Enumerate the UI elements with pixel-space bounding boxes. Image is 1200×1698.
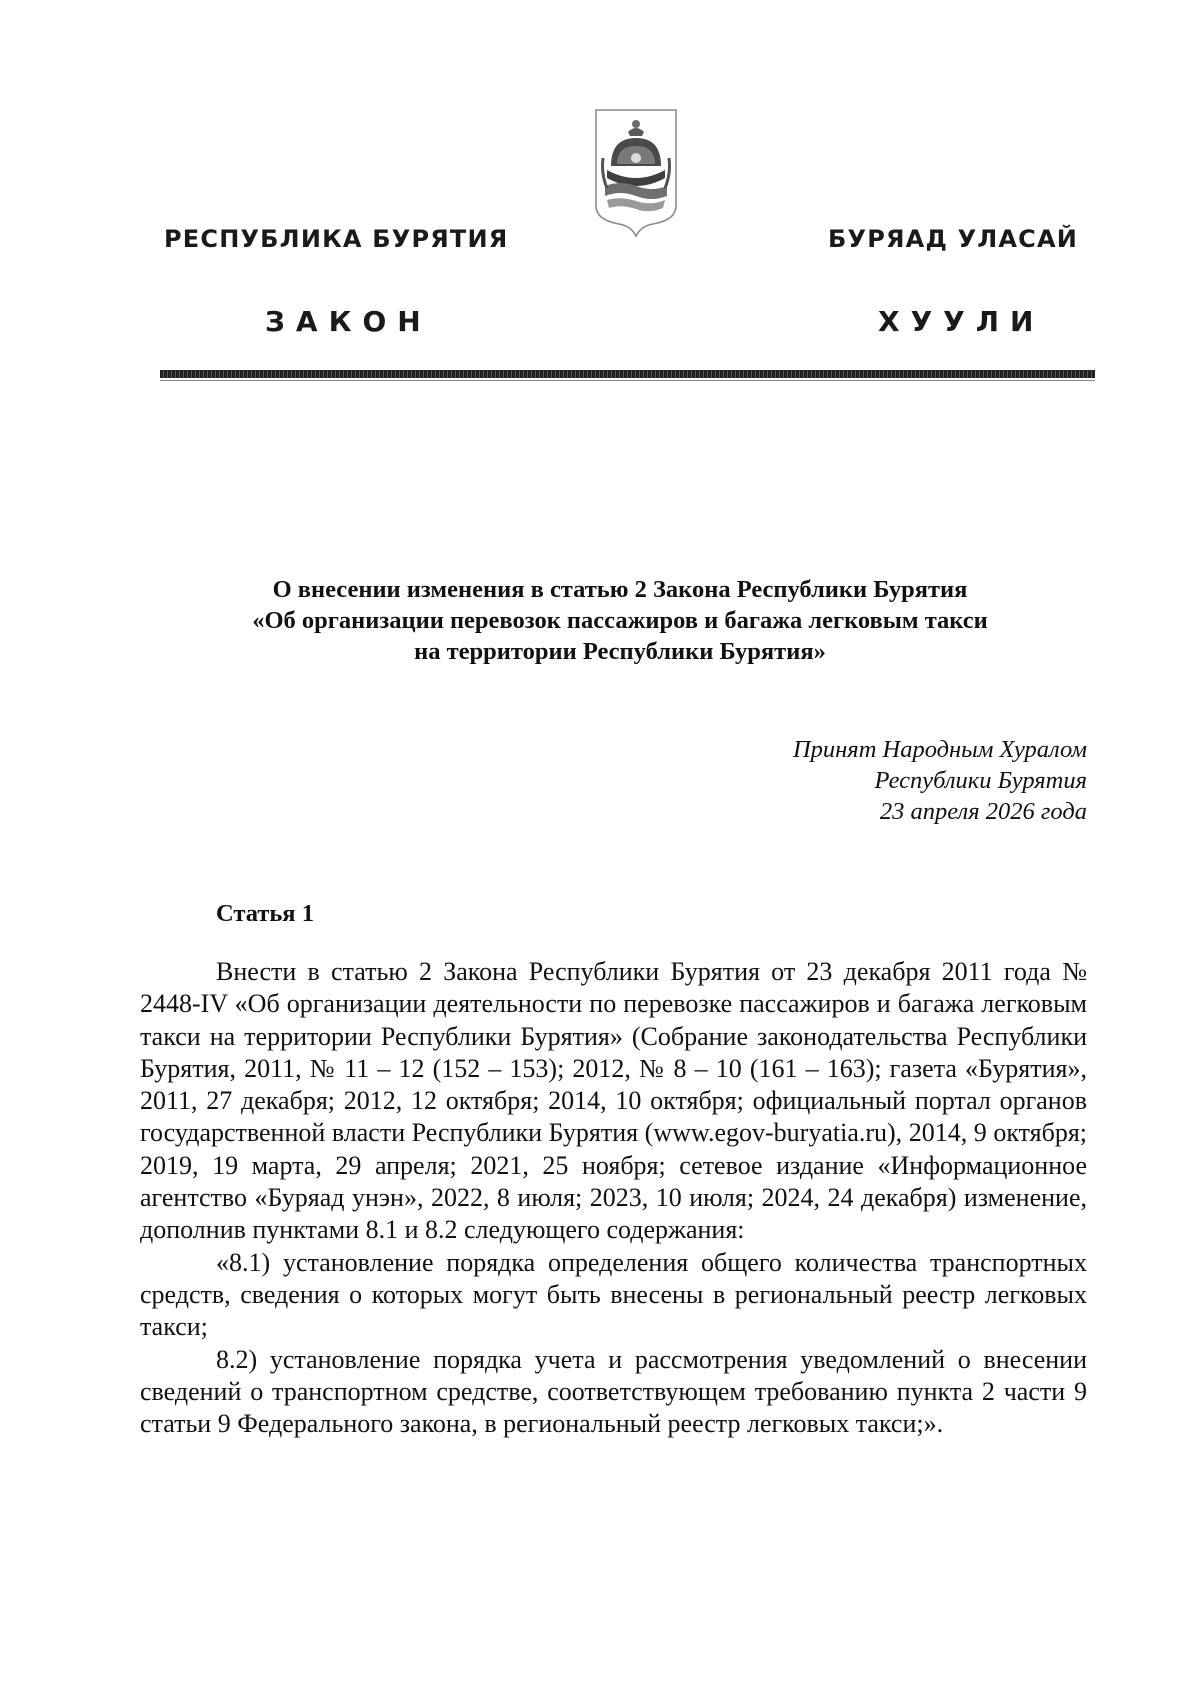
law-title-line: на территории Республики Бурятия»	[414, 638, 826, 665]
article-body	[140, 956, 1087, 1440]
adoption-note-line: Принят Народным Хуралом	[792, 736, 1087, 763]
law-label-russian: ЗАКОН	[265, 305, 432, 338]
adoption-note-line: Республики Бурятия	[874, 767, 1087, 794]
law-title	[140, 574, 1100, 667]
header-divider-thin	[160, 380, 1095, 381]
article-paragraph: Внести в статью 2 Закона Республики Бурятия от 23 декабря 2011 года № 2448-IV «Об организации деятельности по перевозке пассажиров и багажа легковым такси на территории Республики Бурятия» (Собрание законодательства Республики Бурятия, 2011, № 11 – 12 (152 – 153); 2012, № 8 – 10 (161 – 163); газета «Бурятия», 2011, 27 декабря; 2012, 12 октября; 2014, 10 октября; официальный портал органов государственной власти Республики Бурятия (www.egov-buryatia.ru), 2014, 9 октября; 2019, 19 марта, 29 апреля; 2021, 25 ноября; сетевое издание «Информационное агентство «Буряад унэн», 2022, 8 июля; 2023, 10 июля; 2024, 24 декабря) изменение, дополнив пунктами 8.1 и 8.2 следующего содержания:	[140, 957, 1087, 1245]
law-label-buryat: ХУУЛИ	[878, 305, 1045, 338]
article-heading: Статья 1	[216, 900, 314, 927]
article-paragraph: 8.2) установление порядка учета и рассмотрения уведомлений о внесении сведений о транспортном средстве, соответствующем требованию пункта 2 части 9 статьи 9 Федерального закона, в региональный реестр легковых такси;».	[140, 1344, 1087, 1439]
republic-name-buryat: БУРЯАД УЛАСАЙ	[828, 225, 1079, 253]
republic-name-russian: РЕСПУБЛИКА БУРЯТИЯ	[164, 225, 509, 253]
article-paragraph: «8.1) установление порядка определения общего количества транспортных средств, сведения о которых могут быть внесены в региональный реестр легковых такси;	[140, 1247, 1087, 1342]
coat-of-arms-icon	[593, 108, 679, 240]
law-title-line: «Об организации перевозок пассажиров и багажа легковым такси	[252, 607, 988, 634]
law-title-line: О внесении изменения в статью 2 Закона Республики Бурятия	[272, 576, 968, 603]
adoption-date: 23 апреля 2026 года	[879, 798, 1087, 825]
header-divider	[160, 370, 1095, 378]
adoption-note	[587, 734, 1087, 827]
